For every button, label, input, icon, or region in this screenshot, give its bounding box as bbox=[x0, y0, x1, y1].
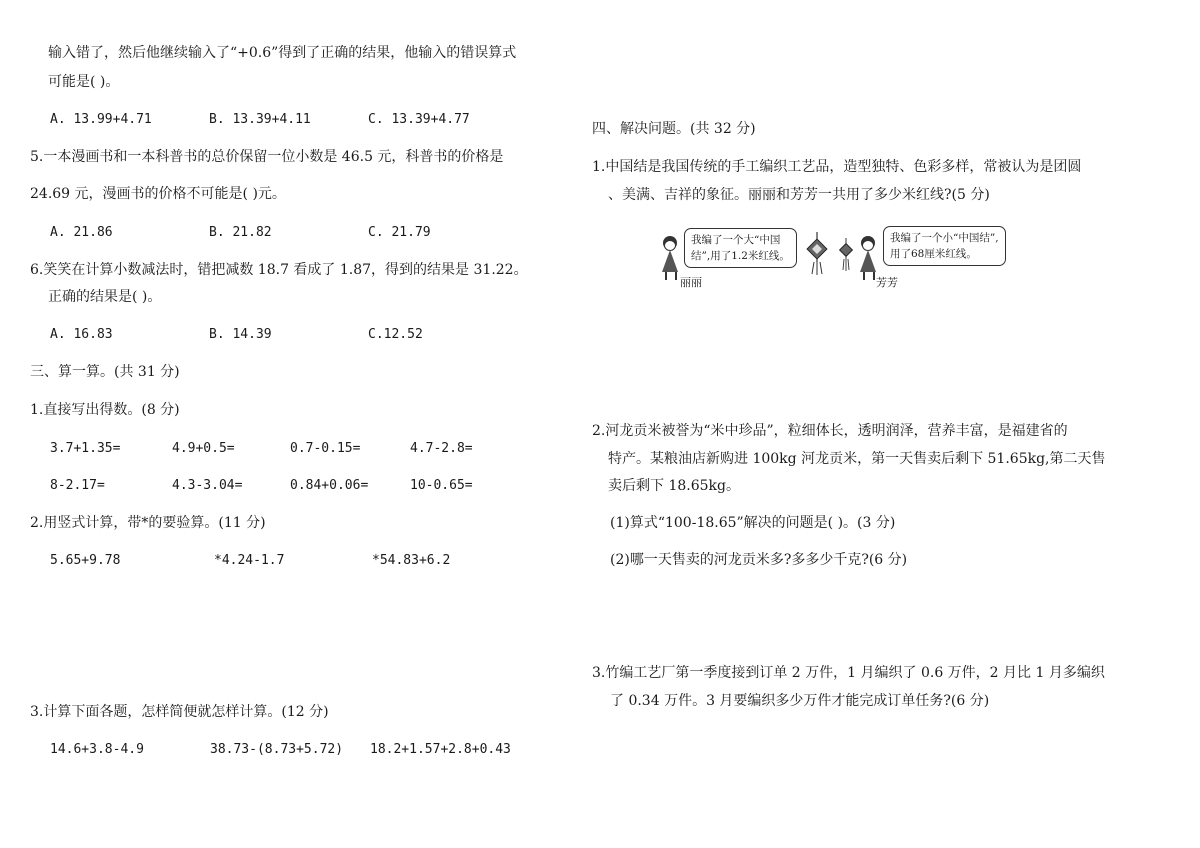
s4-q2-sub2: (2)哪一天售卖的河龙贡米多?多多少千克?(6 分) bbox=[610, 552, 908, 568]
vertical-calc-item: *4.24-1.7 bbox=[214, 553, 285, 568]
s4-q3-line2: 了 0.34 万件。3 月要编织多少万件才能完成订单任务?(6 分) bbox=[610, 693, 990, 709]
s3-q2-title: 2.用竖式计算，带*的要验算。(11 分) bbox=[30, 515, 266, 531]
chinese-knot-illustration bbox=[650, 222, 1040, 292]
q4-option-c: C. 13.39+4.77 bbox=[368, 112, 470, 127]
s4-q2-line3: 卖后剩下 18.65kg。 bbox=[608, 478, 740, 494]
q6-line1: 6.笑笑在计算小数减法时，错把减数 18.7 看成了 1.87，得到的结果是 31.22。 bbox=[30, 262, 528, 278]
q6-option-c: C.12.52 bbox=[368, 327, 423, 342]
s4-q3-line1: 3.竹编工艺厂第一季度接到订单 2 万件，1 月编织了 0.6 万件，2 月比 1 月多编织 bbox=[592, 665, 1105, 681]
vertical-calc-item: *54.83+6.2 bbox=[372, 553, 451, 568]
s4-q2-line1: 2.河龙贡米被誉为“米中珍品”，粒细体长，透明润泽，营养丰富，是福建省的 bbox=[592, 423, 1068, 439]
simplify-item: 14.6+3.8-4.9 bbox=[50, 742, 144, 757]
q5-option-a: A. 21.86 bbox=[50, 225, 113, 240]
calc-item: 10-0.65= bbox=[410, 478, 473, 493]
q6-option-b: B. 14.39 bbox=[209, 327, 272, 342]
s4-q2-line2: 特产。某粮油店新购进 100kg 河龙贡米，第一天售卖后剩下 51.65kg,第二天售 bbox=[608, 451, 1106, 467]
lili-name: 丽丽 bbox=[680, 276, 702, 289]
q4-line1: 输入错了，然后他继续输入了“+0.6”得到了正确的结果，他输入的错误算式 bbox=[48, 45, 517, 61]
s4-q2-sub1: (1)算式“100-18.65”解决的问题是( )。(3 分) bbox=[610, 515, 896, 531]
calc-item: 0.7-0.15= bbox=[290, 441, 361, 456]
q5-line2: 24.69 元，漫画书的价格不可能是( )元。 bbox=[30, 186, 286, 202]
q4-option-b: B. 13.39+4.11 bbox=[209, 112, 311, 127]
q6-option-a: A. 16.83 bbox=[50, 327, 113, 342]
simplify-item: 38.73-(8.73+5.72) bbox=[210, 742, 344, 757]
s3-q3-title: 3.计算下面各题，怎样简便就怎样计算。(12 分) bbox=[30, 704, 329, 720]
fangfang-bubble-line1: 我编了一个小“中国结”, bbox=[890, 232, 999, 244]
q6-line2: 正确的结果是( )。 bbox=[48, 289, 162, 305]
calc-item: 4.9+0.5= bbox=[172, 441, 235, 456]
calc-item: 4.3-3.04= bbox=[172, 478, 243, 493]
lili-bubble-line2: 结”,用了1.2米红线。 bbox=[691, 250, 790, 262]
q4-line2: 可能是( )。 bbox=[48, 74, 120, 90]
fangfang-name: 芳芳 bbox=[876, 276, 898, 289]
fangfang-bubble-line2: 用了68厘米红线。 bbox=[890, 248, 977, 260]
lili-bubble-line1: 我编了一个大“中国 bbox=[691, 234, 781, 246]
section-3-title: 三、算一算。(共 31 分) bbox=[30, 364, 180, 380]
s4-q1-line2: 、美满、吉祥的象征。丽丽和芳芳一共用了多少米红线?(5 分) bbox=[608, 187, 990, 203]
small-chinese-knot-icon bbox=[838, 238, 854, 272]
s4-q1-line1: 1.中国结是我国传统的手工编织工艺品，造型独特、色彩多样，常被认为是团圆 bbox=[592, 159, 1082, 175]
lili-speech-bubble bbox=[684, 228, 797, 268]
calc-item: 4.7-2.8= bbox=[410, 441, 473, 456]
s3-q1-title: 1.直接写出得数。(8 分) bbox=[30, 402, 180, 418]
vertical-calc-item: 5.65+9.78 bbox=[50, 553, 121, 568]
fangfang-speech-bubble bbox=[883, 226, 1006, 266]
calc-item: 8-2.17= bbox=[50, 478, 105, 493]
section-4-title: 四、解决问题。(共 32 分) bbox=[592, 121, 756, 137]
q4-option-a: A. 13.99+4.71 bbox=[50, 112, 152, 127]
q5-option-b: B. 21.82 bbox=[209, 225, 272, 240]
q5-option-c: C. 21.79 bbox=[368, 225, 431, 240]
q5-line1: 5.一本漫画书和一本科普书的总价保留一位小数是 46.5 元，科普书的价格是 bbox=[30, 149, 504, 165]
calc-item: 0.84+0.06= bbox=[290, 478, 369, 493]
big-chinese-knot-icon bbox=[806, 232, 828, 276]
calc-item: 3.7+1.35= bbox=[50, 441, 121, 456]
simplify-item: 18.2+1.57+2.8+0.43 bbox=[370, 742, 511, 757]
